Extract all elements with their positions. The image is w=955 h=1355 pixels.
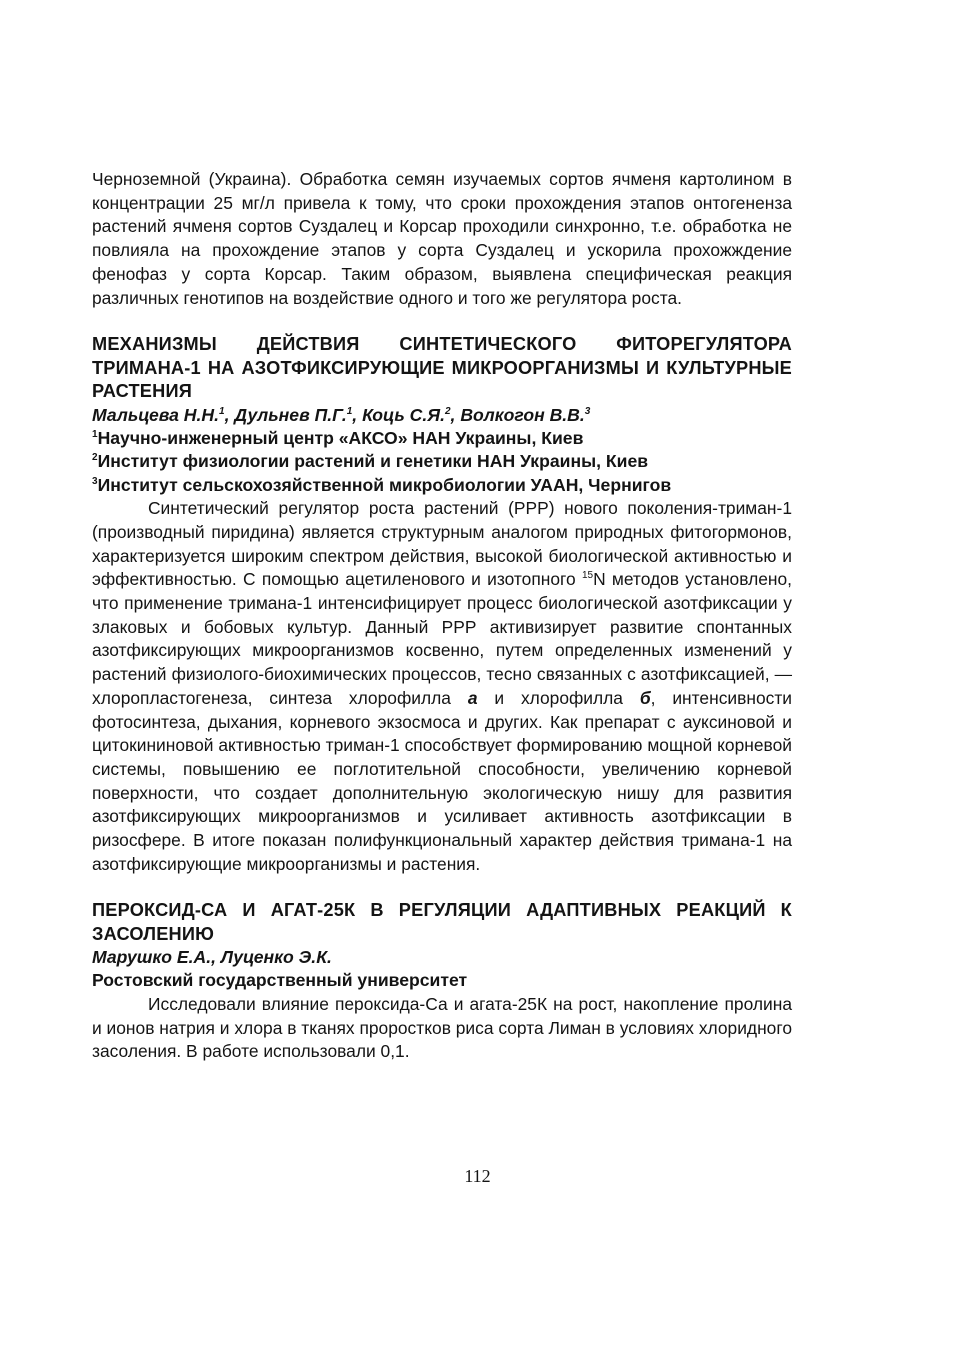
- chlorophyll-b-letter: б: [639, 687, 651, 708]
- isotope-mass-number: 15: [581, 570, 594, 582]
- affiliation-mark: 2: [92, 452, 98, 464]
- author-separator: ,: [224, 404, 235, 425]
- author-name: Мальцева Н.Н.: [92, 404, 219, 425]
- article-2-title: ПЕРОКСИД-СА И АГАТ-25К В РЕГУЛЯЦИИ АДАПТИВНЫХ РЕАКЦИЙ К ЗАСОЛЕНИЮ: [92, 900, 792, 944]
- article-1: [92, 333, 792, 876]
- page-content: [92, 168, 792, 1064]
- article-1-abstract: [92, 497, 792, 876]
- author-name: Дульнев П.Г.: [234, 404, 347, 425]
- affiliation-text: Институт физиологии растений и генетики НАН Украины, Киев: [97, 451, 649, 472]
- section-gap: [92, 310, 792, 333]
- article-1-authors: [92, 404, 792, 427]
- abstract-text: , интенсивности фотосинтеза, дыхания, корневого экзосмоса и других. Как препарат с ауксиновой и цитокининовой активностью триман-1 способствует формированию мощной корневой системы, повышению ее поглотительной способности, увеличению корневой поверхности, что создает дополнительную экологическую нишу для развития азотфиксирующих микроорганизмов и усиливает активность азотфиксации в ризосфере. В итоге показан полифункциональный характер действия тримана-1 на азотфиксирующие микроорганизмы и растения.: [92, 687, 793, 874]
- article-2-affiliation: Ростовский государственный университет: [92, 970, 468, 991]
- abstract-text: Синтетический регулятор роста растений (РРР) нового поколения-триман-1 (производный пиридина) является структурным аналогом природных фитогормонов, характеризуется широким спектром действия, высокой биологической активностью и эффективностью. С помощью ацетиленового и изотопного: [92, 498, 792, 590]
- article-2-authors: Марушко Е.А., Луценко Э.К.: [92, 947, 332, 968]
- author-separator: ,: [352, 404, 363, 425]
- article-2: [92, 899, 792, 1064]
- page-number: 112: [464, 1166, 491, 1186]
- abstract-text: и хлорофилла: [477, 687, 640, 708]
- author-affiliation-mark: 2: [444, 405, 451, 417]
- author-separator: ,: [450, 404, 461, 425]
- author-name: Коць С.Я.: [362, 404, 445, 425]
- affiliation-mark: 3: [92, 475, 98, 487]
- affiliation-line: [92, 474, 792, 498]
- author-affiliation-mark: 3: [584, 405, 591, 417]
- chlorophyll-a-letter: а: [467, 687, 478, 708]
- affiliation-text: Институт сельскохозяйственной микробиологии УААН, Чернигов: [97, 474, 672, 495]
- author-affiliation-mark: 1: [346, 405, 353, 417]
- abstract-text: N методов установлено, что применение тримана-1 интенсифицирует процесс биологической азотфиксации у злаковых и бобовых культур. Данный РРР активизирует развитие спонтанных азотфиксирующих микроорганизмов косвенно, путем определенных изменений у растений физиолого-биохимических процессов, тесно связанных с азотфиксацией, — хлоропластогенеза, синтеза хлорофилла: [92, 569, 792, 708]
- article-1-title: МЕХАНИЗМЫ ДЕЙСТВИЯ СИНТЕТИЧЕСКОГО ФИТОРЕГУЛЯТОРА ТРИМАНА-1 НА АЗОТФИКСИРУЮЩИЕ МИКРООРГАНИЗМЫ И КУЛЬТУРНЫЕ РАСТЕНИЯ: [92, 334, 792, 402]
- author-name: Волкогон В.В.: [460, 404, 585, 425]
- affiliation-text: Научно-инженерный центр «АКСО» НАН Украины, Киев: [97, 427, 584, 448]
- section-gap: [92, 876, 792, 899]
- affiliation-line: [92, 450, 792, 474]
- author-affiliation-mark: 1: [219, 405, 225, 417]
- affiliation-mark: 1: [92, 428, 98, 440]
- intro-paragraph: Черноземной (Украина). Обработка семян изучаемых сортов ячменя картолином в концентрации 25 мг/л привела к тому, что сроки прохождения этапов онтогененза растений ячменя сортов Суздалец и Корсар проходили синхронно, т.е. обработка не повлияла на прохождение этапов у сорта Суздалец и ускорила прохожждение фенофаз у сорта Корсар. Таким образом, выявлена специфическая реакция различных генотипов на воздействие одного и того же регулятора роста.: [92, 169, 792, 308]
- article-2-abstract: Исследовали влияние пероксида-Са и агата-25К на рост, накопление пролина и ионов натрия и хлора в тканях проростков риса сорта Лиман в условиях хлоридного засоления. В работе использовали 0,1.: [92, 993, 792, 1062]
- affiliation-line: [92, 427, 792, 451]
